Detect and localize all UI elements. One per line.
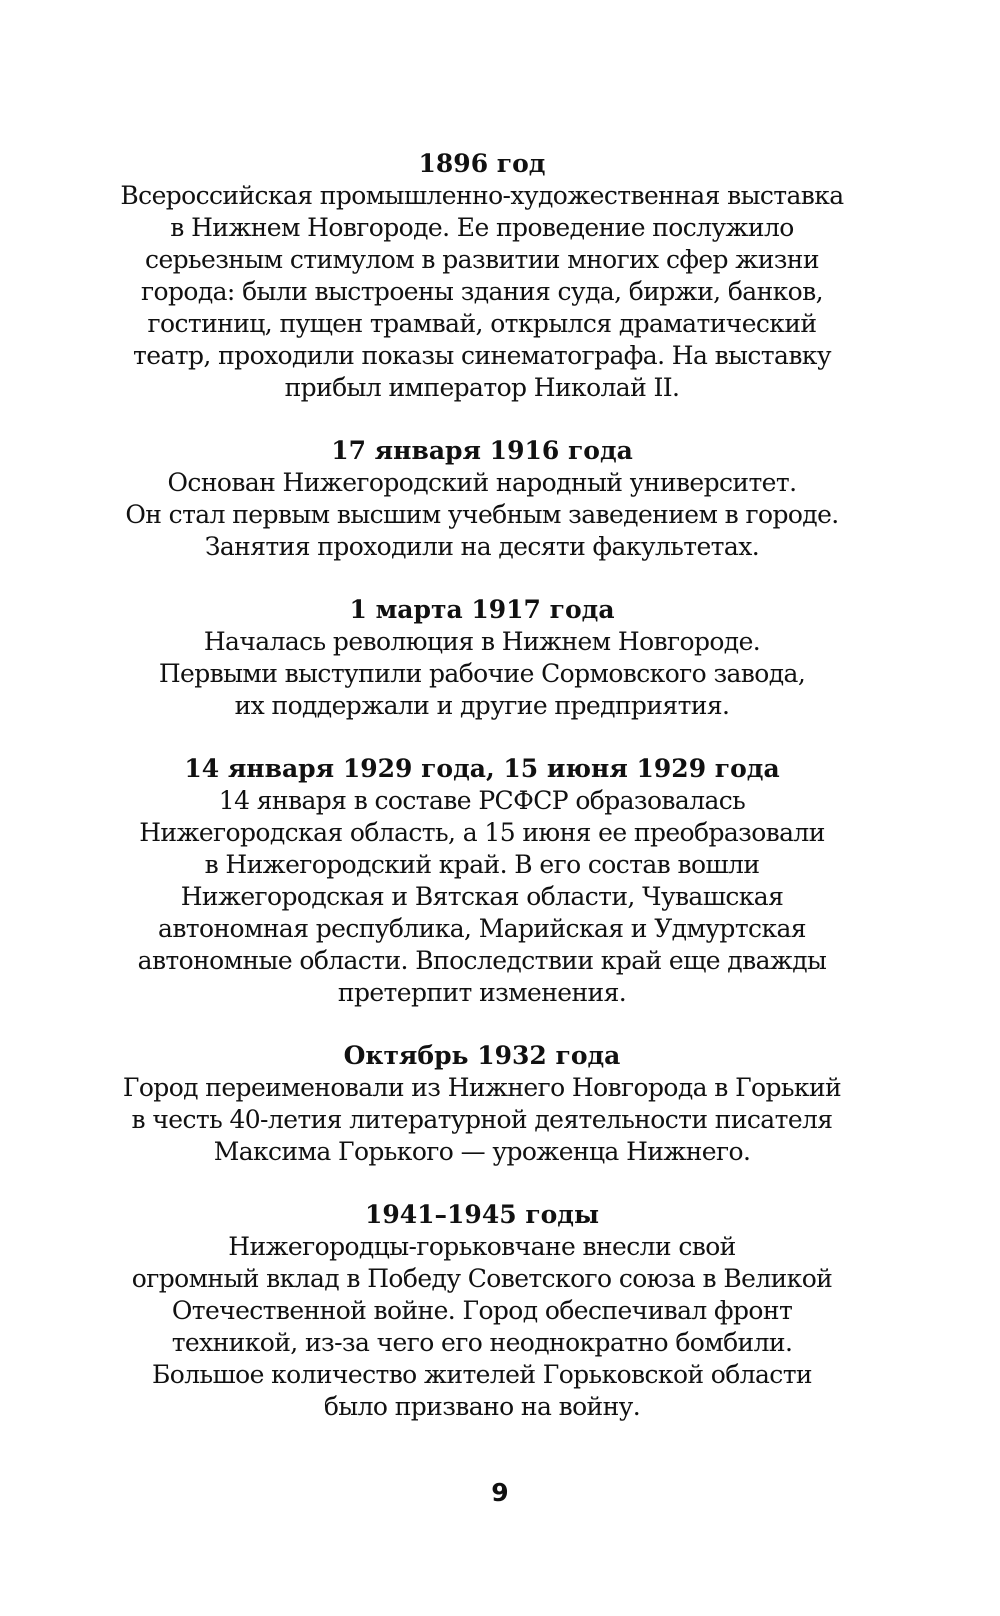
entry-line: Нижегородская и Вятская области, Чувашская [180, 882, 784, 911]
entry-line: Город переименовали из Нижнего Новгорода в Горький [122, 1073, 842, 1102]
entry-line: Отечественной войне. Город обеспечивал фронт [171, 1296, 793, 1325]
entry-line: Он стал первым высшим учебным заведением в городе. [125, 500, 839, 529]
entry-line: Основан Нижегородский народный университет. [167, 468, 797, 497]
entry-line: техникой, из-за чего его неоднократно бомбили. [171, 1328, 793, 1357]
entry-1932 [110, 1040, 854, 1168]
entry-line: автономная республика, Марийская и Удмуртская [158, 914, 806, 943]
entry-line: гостиниц, пущен трамвай, открылся драматический [147, 309, 817, 338]
entry-line: Первыми выступили рабочие Сормовского завода, [158, 659, 806, 688]
entry-1896 [110, 148, 854, 404]
entry-line: Началась революция в Нижнем Новгороде. [203, 627, 761, 656]
entry-line: в Нижегородский край. В его состав вошли [204, 850, 760, 879]
entry-line: претерпит изменения. [337, 978, 627, 1007]
entry-1929 [110, 753, 854, 1009]
entry-line: было призвано на войну. [323, 1392, 641, 1421]
entry-line: их поддержали и другие предприятия. [234, 691, 730, 720]
entry-line: 14 января в составе РСФСР образовалась [218, 786, 746, 815]
entry-line: Занятия проходили на десяти факультетах. [204, 532, 760, 561]
entry-line: театр, проходили показы синематографа. На выставку [133, 341, 831, 370]
entry-title: 1896 год [418, 149, 546, 178]
entry-1916 [110, 435, 854, 563]
entry-line: Нижегородцы-горьковчане внесли свой [228, 1232, 736, 1261]
entry-line: Всероссийская промышленно-художественная выставка [120, 181, 844, 210]
entry-title: 1941–1945 годы [364, 1200, 600, 1229]
entry-line: Максима Горького — уроженца Нижнего. [213, 1137, 751, 1166]
entry-line: в Нижнем Новгороде. Ее проведение послужило [170, 213, 794, 242]
entry-line: Большое количество жителей Горьковской области [151, 1360, 812, 1389]
entry-line: автономные области. Впоследствии край еще дважды [137, 946, 827, 975]
entry-1917 [110, 594, 854, 722]
entry-title: 17 января 1916 года [331, 436, 633, 465]
entry-line: серьезным стимулом в развитии многих сфер жизни [145, 245, 819, 274]
entry-line: Нижегородская область, а 15 июня ее преобразовали [139, 818, 825, 847]
entry-title: Октябрь 1932 года [343, 1041, 621, 1070]
entry-line: в честь 40-летия литературной деятельности писателя [131, 1105, 833, 1134]
entry-line: огромный вклад в Победу Советского союза в Великой [131, 1264, 833, 1293]
entry-1941-1945 [110, 1199, 854, 1423]
chronology-text [110, 148, 854, 1454]
entry-title: 1 марта 1917 года [349, 595, 615, 624]
entry-line: прибыл император Николай II. [284, 373, 680, 402]
page-number: 9 [491, 1478, 509, 1507]
entry-line: города: были выстроены здания суда, биржи, банков, [141, 277, 823, 306]
entry-title: 14 января 1929 года, 15 июня 1929 года [184, 754, 780, 783]
